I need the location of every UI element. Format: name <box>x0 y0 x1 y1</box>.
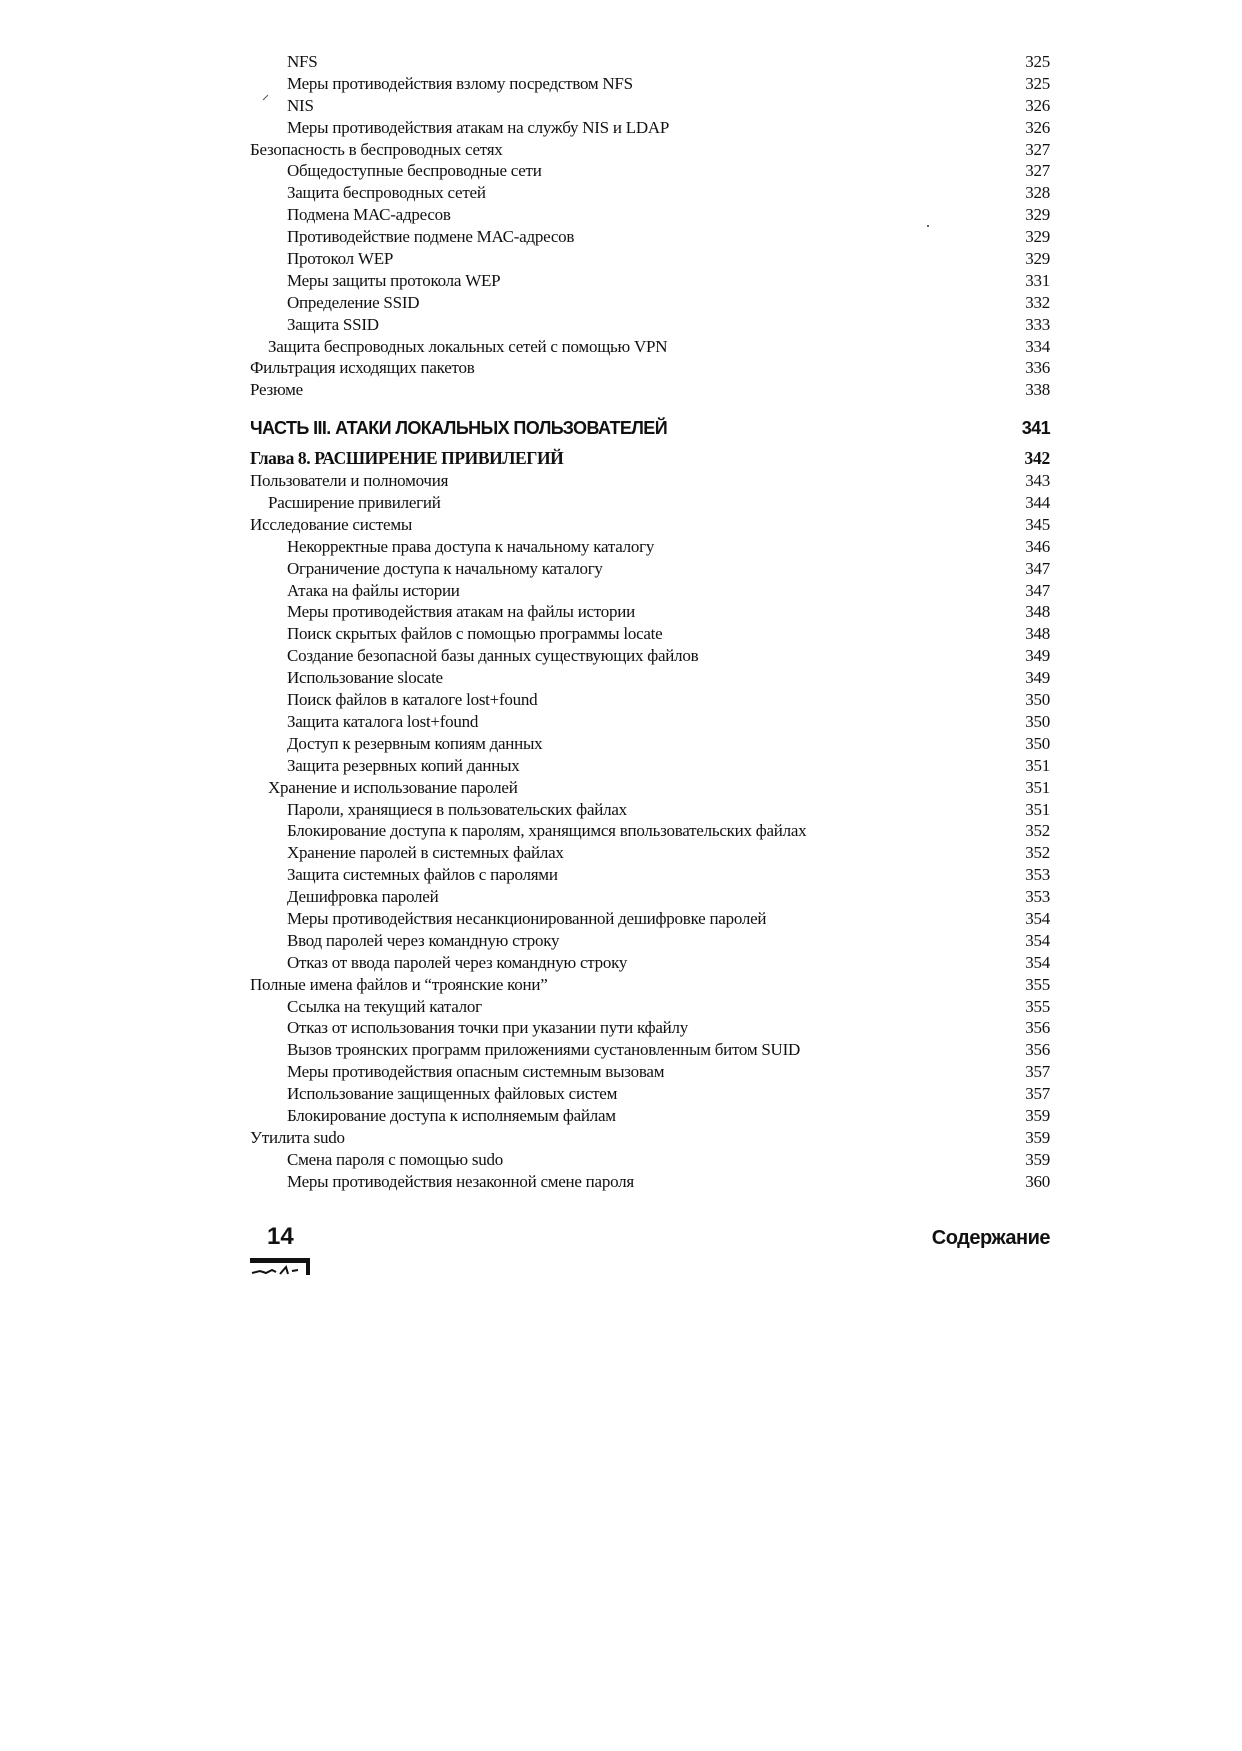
toc-entry <box>250 95 1050 117</box>
toc-entry-title: Пользователи и полномочия <box>250 471 449 491</box>
toc-entry <box>250 314 1050 336</box>
toc-entry <box>250 139 1050 161</box>
toc-entry-page: 349 <box>1025 646 1050 666</box>
toc-entry-page: 333 <box>1025 314 1050 334</box>
toc-entry-title: Меры противодействия атакам на службу NIS и LDAP <box>287 117 670 137</box>
toc-entry-title: Поиск скрытых файлов с помощью программы locate <box>287 624 663 644</box>
toc-entry <box>250 580 1050 602</box>
toc-entry-title: Ссылка на текущий каталог <box>287 996 482 1016</box>
toc-entry-title: Фильтрация исходящих пакетов <box>250 358 475 378</box>
toc-entry-page: 357 <box>1025 1062 1050 1082</box>
toc-entry-title: Исследование системы <box>250 514 413 534</box>
toc-entry <box>250 204 1050 226</box>
toc-entry-page: 355 <box>1025 996 1050 1016</box>
toc-entry <box>250 160 1050 182</box>
toc-entry-page: 325 <box>1025 52 1050 71</box>
toc-entry <box>250 1149 1050 1171</box>
toc-entry-page: 327 <box>1025 161 1050 181</box>
toc-entry-title: Защита беспроводных локальных сетей с помощью VPN <box>268 336 668 356</box>
toc-entry <box>250 996 1050 1018</box>
toc-entry <box>250 492 1050 514</box>
toc-entry-page: 359 <box>1025 1105 1050 1125</box>
toc-entry-page: 328 <box>1025 183 1050 203</box>
toc-entry-title: Пароли, хранящиеся в пользовательских файлах <box>287 799 627 819</box>
toc-entry-title: Хранение и использование паролей <box>268 777 518 797</box>
toc-entry <box>250 270 1050 292</box>
toc-entry-title: Отказ от использования точки при указании пути кфайлу <box>287 1018 688 1038</box>
toc-part-heading <box>250 413 1050 443</box>
toc-entry <box>250 623 1050 645</box>
toc-entry-page: 329 <box>1025 249 1050 269</box>
toc-entry-page: 329 <box>1025 227 1050 247</box>
toc-entry-title: Общедоступные беспроводные сети <box>287 161 542 181</box>
toc-entry-page: 355 <box>1025 974 1050 994</box>
toc-entry-title: Меры противодействия опасным системным вызовам <box>287 1062 665 1082</box>
toc-entry <box>250 514 1050 536</box>
toc-entry-title: Меры противодействия незаконной смене пароля <box>287 1171 634 1191</box>
toc-entry-page: 350 <box>1025 733 1050 753</box>
toc-entry <box>250 73 1050 95</box>
toc-entry-page: 329 <box>1025 205 1050 225</box>
toc-entry <box>250 51 1050 73</box>
toc-entry <box>250 470 1050 492</box>
toc-entry-page: 325 <box>1025 73 1050 93</box>
toc-entry-title: Использование slocate <box>287 668 443 688</box>
toc-entry <box>250 886 1050 908</box>
toc-entry-page: 353 <box>1025 865 1050 885</box>
toc-entry-page: 348 <box>1025 624 1050 644</box>
toc-entry-title: Ввод паролей через командную строку <box>287 930 560 950</box>
toc-entry <box>250 117 1050 139</box>
toc-entry-page: 353 <box>1025 887 1050 907</box>
toc-entry <box>250 799 1050 821</box>
toc-entry-title: Вызов троянских программ приложениями сустановленным битом SUID <box>287 1040 801 1060</box>
page-number: 14 <box>267 1223 294 1250</box>
toc-entry-page: 343 <box>1025 471 1050 491</box>
toc-entry <box>250 908 1050 930</box>
toc-entry-title: ЧАСТЬ III. АТАКИ ЛОКАЛЬНЫХ ПОЛЬЗОВАТЕЛЕЙ <box>250 418 668 439</box>
toc-entry-title: Полные имена файлов и “троянские кони” <box>250 974 548 994</box>
toc-chapter-heading <box>250 448 1050 470</box>
toc-entry <box>250 1061 1050 1083</box>
toc-entry-title: NIS <box>287 95 314 115</box>
toc-entry-page: 349 <box>1025 668 1050 688</box>
toc-entry <box>250 1083 1050 1105</box>
toc-entry-page: 351 <box>1025 777 1050 797</box>
toc-entry-title: Меры противодействия атакам на файлы истории <box>287 602 635 622</box>
toc-entry <box>250 711 1050 733</box>
toc-entry <box>250 536 1050 558</box>
toc-entry <box>250 1127 1050 1149</box>
toc-entry-title: Защита резервных копий данных <box>287 755 520 775</box>
toc-entry <box>250 755 1050 777</box>
toc-entry <box>250 1171 1050 1193</box>
toc-entry-page: 347 <box>1025 558 1050 578</box>
toc-entry-title: Резюме <box>250 380 303 400</box>
publisher-ornament <box>250 1258 312 1283</box>
toc-entry-title: Расширение привилегий <box>268 493 441 513</box>
toc-entry-page: 336 <box>1025 358 1050 378</box>
toc-entry-title: Защита беспроводных сетей <box>287 183 486 203</box>
toc-entry-title: Глава 8. РАСШИРЕНИЕ ПРИВИЛЕГИЙ <box>250 448 564 469</box>
toc-entry <box>250 1039 1050 1061</box>
toc-entry-title: Защита SSID <box>287 314 379 334</box>
toc-entry-title: Использование защищенных файловых систем <box>287 1084 618 1104</box>
table-of-contents <box>250 51 1050 1193</box>
toc-entry-page: 352 <box>1025 843 1050 863</box>
toc-entry-page: 344 <box>1025 493 1050 513</box>
toc-entry <box>250 930 1050 952</box>
toc-entry-page: 334 <box>1025 336 1050 356</box>
toc-entry-title: Утилита sudo <box>250 1127 345 1147</box>
toc-entry-title: Блокирование доступа к паролям, хранящимся впользовательских файлах <box>287 821 807 841</box>
toc-entry-page: 326 <box>1025 117 1050 137</box>
toc-entry <box>250 777 1050 799</box>
toc-entry <box>250 645 1050 667</box>
running-title: Содержание <box>931 1227 1050 1249</box>
toc-entry-page: 347 <box>1025 580 1050 600</box>
toc-entry <box>250 182 1050 204</box>
toc-entry-title: Меры защиты протокола WEP <box>287 270 501 290</box>
toc-entry-page: 341 <box>1021 418 1050 439</box>
toc-entry <box>250 379 1050 401</box>
toc-entry-page: 346 <box>1025 536 1050 556</box>
toc-entry-title: Защита каталога lost+found <box>287 711 479 731</box>
toc-entry-title: Меры противодействия несанкционированной дешифровке паролей <box>287 908 767 928</box>
toc-entry-page: 352 <box>1025 821 1050 841</box>
toc-entry <box>250 667 1050 689</box>
toc-entry <box>250 689 1050 711</box>
toc-entry-title: Безопасность в беспроводных сетях <box>250 139 503 159</box>
toc-entry <box>250 974 1050 996</box>
toc-entry <box>250 226 1050 248</box>
toc-entry <box>250 820 1050 842</box>
toc-entry <box>250 601 1050 623</box>
toc-entry-title: Блокирование доступа к исполняемым файлам <box>287 1105 616 1125</box>
toc-entry-page: 350 <box>1025 711 1050 731</box>
toc-entry-title: Атака на файлы истории <box>287 580 460 600</box>
toc-entry-page: 356 <box>1025 1018 1050 1038</box>
toc-entry-title: Определение SSID <box>287 292 420 312</box>
toc-entry-title: Противодействие подмене МАС-адресов <box>287 227 575 247</box>
toc-entry-page: 338 <box>1025 380 1050 400</box>
toc-entry <box>250 864 1050 886</box>
toc-entry-page: 351 <box>1025 799 1050 819</box>
toc-entry-page: 360 <box>1025 1171 1050 1191</box>
toc-entry-title: Доступ к резервным копиям данных <box>287 733 543 753</box>
toc-entry-page: 327 <box>1025 139 1050 159</box>
toc-entry <box>250 336 1050 358</box>
toc-entry-page: 354 <box>1025 908 1050 928</box>
toc-entry <box>250 842 1050 864</box>
toc-entry-page: 359 <box>1025 1127 1050 1147</box>
toc-entry <box>250 1105 1050 1127</box>
toc-entry <box>250 292 1050 314</box>
toc-entry <box>250 733 1050 755</box>
toc-entry-title: Поиск файлов в каталоге lost+found <box>287 690 538 710</box>
toc-entry-page: 342 <box>1024 448 1050 469</box>
toc-entry-title: Меры противодействия взлому посредством NFS <box>287 73 633 93</box>
toc-entry-page: 345 <box>1025 514 1050 534</box>
toc-entry-page: 350 <box>1025 690 1050 710</box>
toc-entry-title: Отказ от ввода паролей через командную строку <box>287 952 628 972</box>
toc-entry-page: 351 <box>1025 755 1050 775</box>
toc-entry <box>250 558 1050 580</box>
toc-entry-title: Протокол WEP <box>287 249 394 269</box>
toc-entry-title: Защита системных файлов с паролями <box>287 865 558 885</box>
toc-entry <box>250 952 1050 974</box>
toc-entry-title: Смена пароля с помощью sudo <box>287 1149 503 1169</box>
toc-entry-title: NFS <box>287 52 318 71</box>
toc-entry-page: 356 <box>1025 1040 1050 1060</box>
toc-entry-page: 357 <box>1025 1084 1050 1104</box>
toc-entry-title: Некорректные права доступа к начальному каталогу <box>287 536 655 556</box>
toc-entry-page: 354 <box>1025 952 1050 972</box>
toc-entry-title: Дешифровка паролей <box>287 887 439 907</box>
toc-entry-title: Создание безопасной базы данных существующих файлов <box>287 646 699 666</box>
toc-entry-title: Ограничение доступа к начальному каталогу <box>287 558 603 578</box>
toc-entry-page: 359 <box>1025 1149 1050 1169</box>
toc-entry <box>250 248 1050 270</box>
toc-entry-page: 326 <box>1025 95 1050 115</box>
toc-entry-title: Хранение паролей в системных файлах <box>287 843 564 863</box>
toc-entry <box>250 357 1050 379</box>
toc-entry-page: 331 <box>1025 270 1050 290</box>
toc-entry-page: 354 <box>1025 930 1050 950</box>
toc-entry-title: Подмена МАС-адресов <box>287 205 451 225</box>
toc-entry <box>250 1017 1050 1039</box>
toc-entry-page: 332 <box>1025 292 1050 312</box>
toc-entry-page: 348 <box>1025 602 1050 622</box>
